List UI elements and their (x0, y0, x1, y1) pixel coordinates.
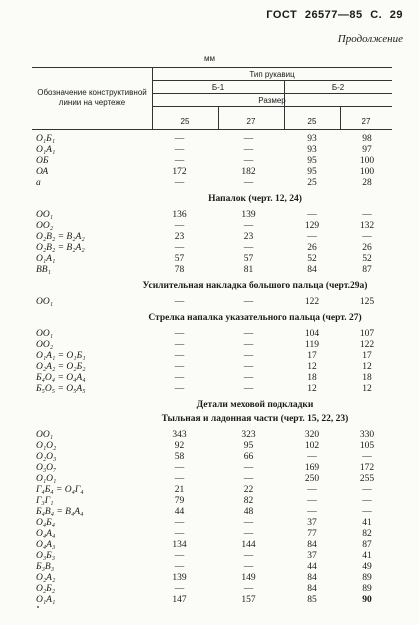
row-value: 132 (359, 221, 375, 231)
row-value: — (174, 145, 185, 155)
row-label: Б₄В₄ = В₄А₄ (36, 507, 84, 517)
table-row (0, 254, 419, 265)
row-value: 17 (307, 351, 317, 361)
table-row (0, 573, 419, 584)
row-value: 122 (304, 297, 320, 307)
row-value: 144 (241, 540, 256, 550)
row-value: 323 (241, 430, 256, 440)
row-value: 22 (243, 485, 254, 495)
row-value: 98 (362, 134, 372, 144)
row-value: 41 (362, 551, 372, 561)
row-value: 129 (304, 221, 320, 231)
row-value: — (243, 243, 254, 253)
row-value: 134 (172, 540, 187, 550)
row-value: 320 (304, 430, 320, 440)
row-value: 82 (243, 496, 254, 506)
table-row (0, 210, 419, 221)
table-row (0, 178, 419, 189)
row-value: — (362, 507, 372, 517)
table-row (0, 134, 419, 145)
row-value: 82 (362, 529, 372, 539)
row-label: ВВ₁ (36, 265, 51, 275)
row-value: — (243, 145, 254, 155)
table-row (0, 243, 419, 254)
row-value: 84 (307, 265, 317, 275)
row-value: 125 (359, 297, 375, 307)
row-value: 95 (243, 441, 254, 451)
table-row (0, 518, 419, 529)
row-value: — (307, 507, 317, 517)
row-value: 119 (305, 340, 319, 350)
row-value: — (362, 496, 372, 506)
table-row (0, 551, 419, 562)
row-value: 57 (174, 254, 185, 264)
row-label: Г₃Г₁ (36, 496, 54, 506)
table-row (0, 584, 419, 595)
row-value: — (243, 373, 254, 383)
row-value: 79 (174, 496, 185, 506)
row-value: 89 (362, 584, 372, 594)
row-label: О₁Б₁ (36, 134, 56, 144)
row-value: — (243, 329, 254, 339)
row-value: 21 (174, 485, 185, 495)
row-value: 23 (243, 232, 254, 242)
designation-header: Обозначение конструктивной линии на чертеже (37, 88, 147, 107)
row-value: 12 (307, 362, 317, 372)
row-label: Б₃В₃ (36, 562, 55, 572)
row-label: Б₅О₅ = О₅А₅ (36, 384, 86, 394)
row-value: — (307, 496, 317, 506)
table-row (0, 441, 419, 452)
row-value: 25 (307, 178, 317, 188)
row-value: — (174, 362, 185, 372)
model-b2-header: Б-2 (331, 83, 345, 92)
table-row (0, 562, 419, 573)
row-value: — (243, 221, 254, 231)
row-value: 149 (241, 573, 256, 583)
row-value: — (243, 562, 254, 572)
row-value: — (243, 529, 254, 539)
table-row (0, 340, 419, 351)
row-value: 44 (174, 507, 185, 517)
row-value: 85 (307, 595, 317, 605)
row-value: — (362, 452, 372, 462)
row-value: — (174, 351, 185, 361)
table-row (0, 145, 419, 156)
row-value: 136 (172, 210, 187, 220)
row-value: 18 (362, 373, 372, 383)
row-value: 26 (307, 243, 317, 253)
row-label: О₂В₂ = В₂А₂ (36, 243, 85, 253)
page-speck (37, 606, 39, 608)
row-label: Г₄Б₄ = О₄Г₄ (36, 485, 84, 495)
table-row (0, 373, 419, 384)
table-row (0, 485, 419, 496)
row-value: — (174, 518, 185, 528)
table-row (0, 329, 419, 340)
row-value: 105 (359, 441, 375, 451)
row-value: 93 (307, 145, 317, 155)
unit-label: мм (204, 54, 215, 63)
table-row (0, 452, 419, 463)
row-label: ОО₁ (36, 210, 54, 220)
table-row (0, 362, 419, 373)
section-title: Детали меховой подкладки (196, 400, 314, 410)
row-value: — (243, 351, 254, 361)
section-title: Усилительная накладка большого пальца (черт.29а) (142, 281, 368, 291)
table-row (0, 474, 419, 485)
row-value: — (243, 384, 254, 394)
row-value: 12 (362, 362, 372, 372)
row-value: 57 (243, 254, 254, 264)
row-value: 157 (241, 595, 256, 605)
row-value: 169 (304, 463, 320, 473)
row-value: 93 (307, 134, 317, 144)
row-label: ОО₁ (36, 297, 54, 307)
row-value: — (243, 584, 254, 594)
row-value: 77 (307, 529, 317, 539)
row-value: 107 (359, 329, 375, 339)
row-value: 87 (362, 265, 372, 275)
row-value: 87 (362, 540, 372, 550)
table-row (0, 265, 419, 276)
row-label: О₂А₂ = О₂Б₂ (36, 362, 86, 372)
row-value: 100 (359, 156, 375, 166)
row-value: 182 (241, 167, 256, 177)
size-col-1: 25 (180, 117, 190, 126)
row-label: О₁О₂ (36, 441, 57, 451)
row-label: О₂О₃ (36, 452, 57, 462)
row-value: — (243, 134, 254, 144)
row-label: О₄А₄ (36, 529, 56, 539)
row-value: 89 (362, 573, 372, 583)
row-value: — (174, 562, 185, 572)
table-row (0, 221, 419, 232)
row-value: — (243, 474, 254, 484)
row-label: ОО₂ (36, 340, 54, 350)
row-label: О₃Б₃ (36, 551, 56, 561)
model-b1-header: Б-1 (211, 83, 225, 92)
row-value: — (174, 463, 185, 473)
section-title: Напалок (черт. 12, 24) (208, 194, 302, 204)
type-header: Тип рукавиц (249, 70, 295, 79)
row-value: — (362, 485, 372, 495)
row-value: — (174, 584, 185, 594)
row-value: 84 (307, 573, 317, 583)
row-value: — (174, 156, 185, 166)
row-value: 250 (304, 474, 320, 484)
row-label: ОО₁ (36, 430, 54, 440)
row-value: 84 (307, 584, 317, 594)
row-value: 23 (174, 232, 185, 242)
row-value: 172 (172, 167, 187, 177)
row-value: — (243, 340, 254, 350)
table-row (0, 595, 419, 606)
row-label: О₁А₁ (36, 145, 56, 155)
row-value: — (174, 340, 185, 350)
row-value: 139 (172, 573, 187, 583)
row-value: 37 (307, 518, 317, 528)
table-row (0, 430, 419, 441)
row-value: 139 (241, 210, 256, 220)
table-row (0, 496, 419, 507)
row-value: — (362, 210, 372, 220)
row-label: О₄А₃ (36, 540, 56, 550)
row-value: 26 (362, 243, 372, 253)
row-value: 97 (362, 145, 372, 155)
table-row (0, 297, 419, 308)
row-value: — (174, 243, 185, 253)
row-label: О₃О₇ (36, 463, 57, 473)
page-header: ГОСТ 26577—85 С. 29 (266, 9, 403, 21)
row-value: — (174, 178, 185, 188)
row-value: 78 (174, 265, 185, 275)
continued-label: Продолжение (337, 33, 403, 45)
row-label: Б₄О₄ = О₄А₄ (36, 373, 86, 383)
row-value: 58 (174, 452, 185, 462)
row-value: — (174, 474, 185, 484)
section-title: Стрелка напалка указательного пальца (черт. 27) (148, 313, 362, 323)
row-value: — (174, 134, 185, 144)
row-value: 28 (362, 178, 372, 188)
table-row (0, 507, 419, 518)
row-value: 90 (362, 595, 372, 605)
table-row (0, 540, 419, 551)
section-subtitle: Тыльная и ладонная части (черт. 15, 22, 23) (161, 414, 349, 424)
row-value: — (174, 221, 185, 231)
row-value: — (243, 156, 254, 166)
row-value: 343 (172, 430, 187, 440)
row-value: 66 (243, 452, 254, 462)
row-value: — (362, 232, 372, 242)
row-value: — (174, 529, 185, 539)
row-value: — (243, 551, 254, 561)
row-label: О₁А₁ (36, 254, 56, 264)
row-label: О₁А₁ (36, 595, 56, 605)
row-value: — (174, 373, 185, 383)
table-row (0, 529, 419, 540)
row-value: — (243, 362, 254, 372)
row-label: ОА (36, 167, 49, 177)
row-value: — (174, 384, 185, 394)
row-value: 44 (307, 562, 317, 572)
row-value: 104 (304, 329, 320, 339)
row-value: 49 (362, 562, 372, 572)
row-value: 100 (359, 167, 375, 177)
row-label: О₂Б₂ (36, 584, 56, 594)
row-label: О₂В₂ = В₂А₂ (36, 232, 85, 242)
row-label: О₂А₂ (36, 573, 56, 583)
size-col-4: 27 (361, 117, 371, 126)
table-row (0, 167, 419, 178)
row-value: 172 (359, 463, 375, 473)
row-label: О₁А₁ = О₁Б₁ (36, 351, 86, 361)
table-row (0, 384, 419, 395)
row-value: 52 (307, 254, 317, 264)
row-label: ОО₂ (36, 221, 54, 231)
row-value: — (307, 485, 317, 495)
row-label: О₄Б₄ (36, 518, 56, 528)
row-value: 95 (307, 167, 317, 177)
row-value: 330 (359, 430, 375, 440)
row-value: — (243, 518, 254, 528)
row-value: 48 (243, 507, 254, 517)
row-value: 12 (362, 384, 372, 394)
row-value: — (307, 232, 317, 242)
row-value: 122 (359, 340, 375, 350)
size-col-2: 27 (246, 117, 256, 126)
row-value: — (307, 452, 317, 462)
row-label: ОО₁ (36, 329, 54, 339)
table-row (0, 463, 419, 474)
row-value: 102 (304, 441, 320, 451)
row-value: 147 (172, 595, 187, 605)
row-value: — (174, 297, 185, 307)
row-value: 41 (362, 518, 372, 528)
table-row (0, 351, 419, 362)
row-value: 12 (307, 384, 317, 394)
row-value: — (174, 329, 185, 339)
row-value: — (174, 551, 185, 561)
table-row (0, 232, 419, 243)
row-label: а (36, 178, 41, 188)
row-value: 37 (307, 551, 317, 561)
row-value: — (243, 297, 254, 307)
row-label: О₁О₁ (36, 474, 57, 484)
row-value: — (307, 210, 317, 220)
row-value: 92 (174, 441, 185, 451)
row-value: 17 (362, 351, 372, 361)
row-value: — (243, 463, 254, 473)
row-label: ОБ (36, 156, 49, 166)
row-value: 18 (307, 373, 317, 383)
row-value: 52 (362, 254, 372, 264)
size-header: Размер (258, 96, 286, 105)
row-value: 255 (359, 474, 375, 484)
table-row (0, 156, 419, 167)
row-value: 95 (307, 156, 317, 166)
row-value: 84 (307, 540, 317, 550)
size-col-3: 25 (307, 117, 317, 126)
row-value: — (243, 178, 254, 188)
row-value: 81 (243, 265, 254, 275)
